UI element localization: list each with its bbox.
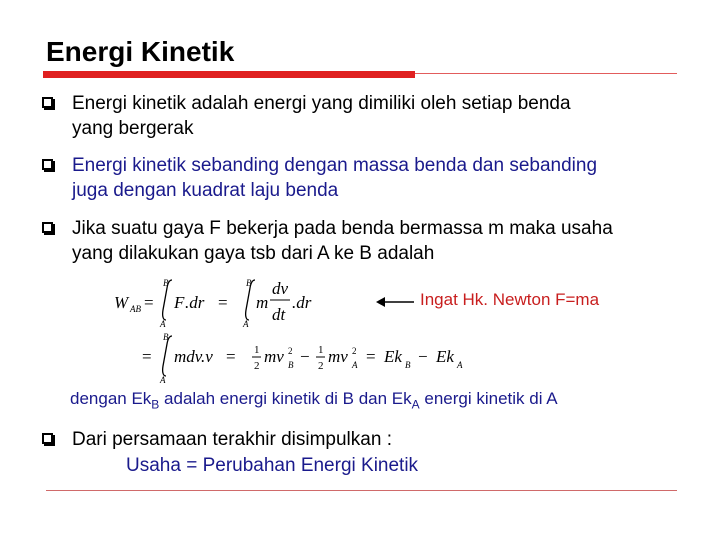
bullet-proportional — [42, 153, 702, 203]
explanation-suffix: energi kinetik di A — [419, 389, 558, 408]
slide-title: Energi Kinetik — [46, 36, 235, 67]
svg-text:=: = — [366, 347, 376, 366]
svg-text:AB: AB — [130, 304, 141, 314]
svg-text:A: A — [243, 319, 249, 329]
svg-text:W: W — [114, 293, 129, 312]
svg-text:2: 2 — [254, 360, 260, 372]
svg-text:A: A — [352, 360, 358, 370]
bullet-line: yang bergerak — [72, 118, 194, 139]
bullet-definition — [42, 91, 702, 141]
svg-text:A: A — [457, 360, 463, 370]
checkbox-bullet-icon — [42, 159, 53, 170]
svg-text:2: 2 — [288, 346, 293, 356]
svg-text:1: 1 — [318, 344, 324, 356]
svg-text:mv: mv — [264, 347, 284, 366]
footer-divider — [46, 490, 677, 491]
checkbox-bullet-icon — [42, 97, 53, 108]
svg-text:A: A — [160, 319, 166, 329]
svg-text:A: A — [160, 375, 166, 385]
equation-graphic — [108, 270, 508, 385]
bullet-work — [42, 216, 702, 266]
bullet-conclusion — [42, 427, 702, 452]
svg-text:m: m — [256, 293, 269, 312]
svg-text:F: F — [174, 293, 185, 312]
svg-text:mv: mv — [328, 347, 348, 366]
subscript-b: B — [151, 397, 160, 412]
title-underline-red — [43, 71, 415, 78]
explanation-prefix: dengan Ek — [70, 389, 152, 408]
energy-explanation — [70, 389, 558, 411]
bullet-line: Jika suatu gaya F bekerja pada benda bermassa m maka usaha — [72, 218, 613, 239]
bullet-line: Energi kinetik sebanding dengan massa benda dan sebanding — [72, 155, 598, 176]
checkbox-bullet-icon — [42, 222, 53, 233]
arrow-left-icon — [376, 296, 416, 308]
svg-text:B: B — [288, 360, 294, 370]
svg-text:Ek: Ek — [384, 347, 402, 366]
svg-text:Ek: Ek — [436, 347, 454, 366]
svg-text:dt: dt — [272, 305, 286, 324]
explanation-middle: adalah energi kinetik di B dan Ek — [159, 389, 412, 408]
bullet-line: Energi kinetik adalah energi yang dimiliki oleh setiap benda — [72, 93, 571, 114]
svg-text:mdv.v: mdv.v — [174, 347, 213, 366]
bullet-line: yang dilakukan gaya tsb dari A ke B adalah — [72, 243, 435, 264]
svg-text:B: B — [163, 332, 169, 342]
svg-text:.dr: .dr — [185, 293, 205, 312]
work-energy-equation — [108, 270, 508, 385]
svg-text:=: = — [226, 347, 236, 366]
svg-text:=: = — [218, 293, 228, 312]
svg-text:.dr: .dr — [292, 293, 312, 312]
svg-text:2: 2 — [318, 360, 324, 372]
svg-text:1: 1 — [254, 344, 260, 356]
checkbox-bullet-icon — [42, 433, 53, 444]
bullet-line: Dari persamaan terakhir disimpulkan : — [72, 429, 392, 450]
svg-text:=: = — [144, 293, 154, 312]
svg-text:−: − — [300, 347, 310, 366]
conclusion-statement: Usaha = Perubahan Energi Kinetik — [126, 455, 419, 476]
newton-law-note: Ingat Hk. Newton F=ma — [420, 290, 600, 309]
svg-text:dv: dv — [272, 279, 289, 298]
title-underline-thin — [415, 73, 677, 74]
svg-text:=: = — [142, 347, 152, 366]
subscript-a: A — [411, 397, 420, 412]
svg-text:B: B — [405, 360, 411, 370]
svg-text:−: − — [418, 347, 428, 366]
svg-text:2: 2 — [352, 346, 357, 356]
bullet-line: juga dengan kuadrat laju benda — [72, 180, 339, 201]
svg-text:B: B — [246, 278, 252, 288]
svg-text:B: B — [163, 278, 169, 288]
